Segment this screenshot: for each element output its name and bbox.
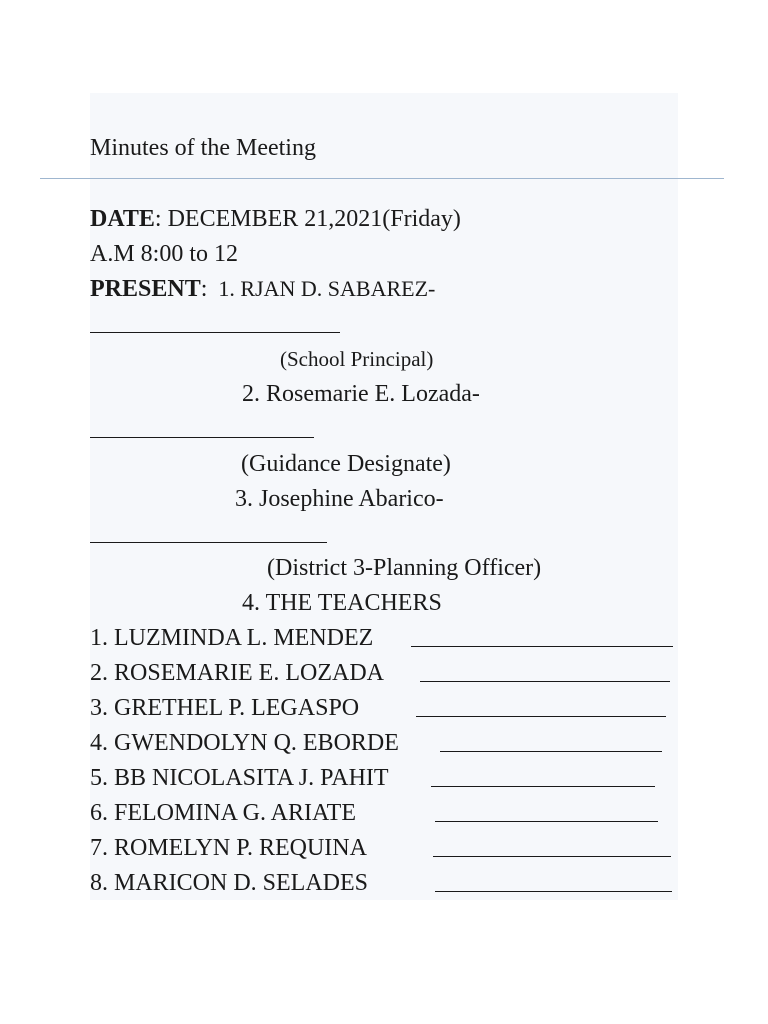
signature-blank — [90, 415, 314, 438]
attendee-name: 4. THE TEACHERS — [242, 590, 442, 616]
signature-blank — [431, 764, 655, 787]
teacher-name: 8. MARICON D. SELADES — [90, 870, 369, 896]
signature-line — [435, 799, 658, 829]
teacher-row — [90, 799, 356, 827]
signature-blank — [435, 869, 672, 892]
teacher-row — [90, 764, 389, 792]
attendee-role: (School Principal) — [280, 347, 434, 371]
teacher-row — [90, 659, 384, 687]
teacher-row — [90, 834, 367, 862]
teacher-row — [90, 869, 368, 897]
teacher-name: 1. LUZMINDA L. MENDEZ — [90, 625, 374, 651]
signature-line — [90, 415, 314, 445]
date-line — [90, 205, 461, 233]
signature-blank — [435, 799, 658, 822]
document-title: Minutes of the Meeting — [90, 135, 316, 161]
attendee-name: 3. Josephine Abarico- — [235, 486, 444, 512]
signature-blank — [90, 310, 340, 333]
attendee-role: (Guidance Designate) — [241, 451, 451, 477]
signature-line — [433, 834, 671, 864]
teacher-name: 3. GRETHEL P. LEGASPO — [90, 695, 360, 721]
signature-blank — [420, 659, 670, 682]
signature-line — [416, 694, 666, 724]
signature-blank — [411, 624, 673, 647]
teacher-name: 4. GWENDOLYN Q. EBORDE — [90, 730, 399, 756]
date-label: DATE — [90, 206, 155, 232]
signature-line — [411, 624, 673, 654]
teacher-name: 6. FELOMINA G. ARIATE — [90, 800, 357, 826]
signature-line — [90, 520, 327, 550]
title-divider — [40, 178, 724, 179]
present-line — [90, 275, 435, 303]
signature-blank — [440, 729, 662, 752]
time-line: A.M 8:00 to 12 — [90, 241, 239, 267]
signature-line — [440, 729, 662, 759]
present-colon: : — [200, 276, 208, 302]
signature-line — [90, 310, 340, 340]
teacher-name: 2. ROSEMARIE E. LOZADA — [90, 660, 384, 686]
teacher-row — [90, 624, 373, 652]
attendee-name: 2. Rosemarie E. Lozada- — [242, 381, 480, 407]
signature-blank — [90, 520, 327, 543]
teacher-name: 7. ROMELYN P. REQUINA — [90, 835, 367, 861]
attendee-name: 1. RJAN D. SABAREZ- — [218, 276, 436, 301]
signature-blank — [433, 834, 671, 857]
signature-line — [420, 659, 670, 689]
signature-line — [431, 764, 655, 794]
attendee-role: (District 3-Planning Officer) — [267, 555, 542, 581]
date-value: : DECEMBER 21,2021(Friday) — [154, 206, 461, 232]
teacher-name: 5. BB NICOLASITA J. PAHIT — [90, 765, 389, 791]
signature-line — [435, 869, 672, 899]
teacher-row — [90, 729, 399, 757]
present-label: PRESENT — [90, 276, 201, 302]
teacher-row — [90, 694, 359, 722]
signature-blank — [416, 694, 666, 717]
